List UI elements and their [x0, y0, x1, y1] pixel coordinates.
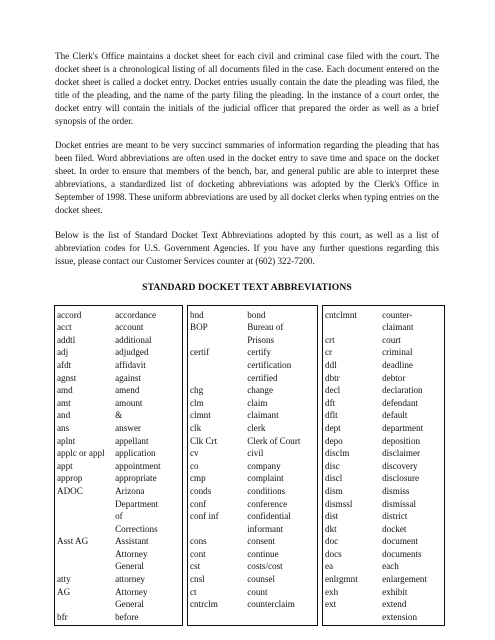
table-title: STANDARD DOCKET TEXT ABBREVIATIONS: [142, 281, 352, 293]
abbr-meaning: document: [382, 536, 419, 547]
abbr-code: decl: [325, 385, 341, 396]
abbr-code: docs: [325, 548, 342, 559]
abbr-meaning: [247, 611, 317, 624]
abbr-row: [57, 560, 182, 573]
abbr-row: [325, 586, 444, 599]
document-page: [55, 50, 439, 626]
abbr-code: [190, 611, 247, 624]
abbr-meaning: counter-: [382, 309, 413, 320]
abbr-code: dbtr: [325, 372, 340, 383]
abbr-row: [57, 510, 182, 523]
abbr-code: dkt: [325, 523, 337, 534]
abbr-code: [57, 548, 115, 561]
abbr-row: [190, 460, 317, 473]
abbr-code: disc: [325, 460, 340, 471]
abbr-meaning: amend: [115, 385, 140, 396]
abbr-row: [325, 372, 444, 385]
abbr-row: [325, 560, 444, 573]
abbr-row: [57, 472, 182, 485]
abbr-row: [190, 447, 317, 460]
intro-paragraph-1: The Clerk's Office maintains a docket sheet for each civil and criminal case filed with the court. The docket sheet is a chronological listing of all documents filed in the case. Each document entered on the docket sheet is called a docket entry. Docket entries usually contain the date the pleading was filed, the title of the pleading, and the name of the party filing the pleading. In the instance of a court order, the docket entry will contain the initials of the judicial officer that prepared the order as well as a brief synopsis of the order.: [55, 51, 439, 126]
abbr-meaning: clerk: [247, 422, 266, 433]
abbr-meaning: docket: [382, 523, 407, 534]
abbr-code: ADOC: [57, 485, 83, 496]
abbr-column-2: [187, 305, 318, 627]
abbr-meaning: civil: [247, 448, 264, 459]
abbr-row: [190, 485, 317, 498]
abbr-meaning: accordance: [115, 309, 157, 320]
abbr-row: [190, 321, 317, 334]
abbr-meaning: exhibit: [382, 586, 408, 597]
abbr-row: [57, 346, 182, 359]
abbr-meaning: department: [382, 422, 424, 433]
abbr-meaning: Prisons: [247, 334, 275, 345]
abbr-meaning: company: [247, 460, 281, 471]
abbr-row: [57, 498, 182, 511]
abbr-row: [325, 523, 444, 536]
abbr-row: [325, 359, 444, 372]
abbr-meaning: court: [382, 334, 401, 345]
abbr-meaning: declaration: [382, 385, 423, 396]
abbr-meaning: confidential: [247, 511, 291, 522]
abbr-code: cntclmnt: [325, 309, 357, 320]
abbr-meaning: default: [382, 410, 408, 421]
abbr-meaning: conference: [247, 498, 288, 509]
abbr-row: [57, 598, 182, 611]
abbr-code: Asst AG: [57, 536, 89, 547]
abbr-row: [190, 548, 317, 561]
abbr-meaning: complaint: [247, 473, 284, 484]
abbr-row: [190, 435, 317, 448]
abbr-meaning: change: [247, 385, 274, 396]
abbr-code: [57, 560, 115, 573]
abbr-code: clk: [190, 422, 202, 433]
abbr-meaning: dismissal: [382, 498, 417, 509]
abbr-meaning: costs/cost: [247, 561, 283, 572]
abbr-meaning: Clerk of Court: [247, 435, 301, 446]
abbr-code: discl: [325, 473, 343, 484]
abbr-meaning: affidavit: [115, 359, 146, 370]
abbr-code: dism: [325, 485, 343, 496]
abbr-row: [57, 359, 182, 372]
abbr-code: addtl: [57, 334, 76, 345]
abbr-row: [190, 573, 317, 586]
abbr-row: [325, 435, 444, 448]
intro-paragraph-2: Docket entries are meant to be very succinct summaries of information regarding the pleading that has been filed. Word abbreviations are often used in the docket entry to save time and space on the docket sheet. In order to ensure that members of the bench, bar, and general public are able to interpret these abbreviations, a standardized list of docketing abbreviations was adopted by the Clerk's Office in September of 1998. These uniform abbreviations are used by all docket clerks when typing entries on the docket sheet.: [55, 140, 439, 215]
abbr-row: [190, 598, 317, 611]
abbr-code: BOP: [190, 322, 208, 333]
abbr-meaning: Department: [115, 498, 159, 509]
abbr-meaning: disclosure: [382, 473, 420, 484]
abbr-code: ext: [325, 599, 337, 610]
abbr-code: [57, 598, 115, 611]
abbr-code: ans: [57, 422, 70, 433]
abbr-meaning: extension: [382, 611, 418, 622]
abbr-row: [325, 334, 444, 347]
abbr-meaning: certification: [247, 359, 292, 370]
abbr-meaning: discovery: [382, 460, 418, 471]
abbr-meaning: count: [247, 586, 268, 597]
abbr-row: [325, 485, 444, 498]
abbr-code: [190, 523, 247, 536]
abbr-code: ea: [325, 561, 334, 572]
abbr-code: aplnt: [57, 435, 76, 446]
abbr-meaning: extend: [382, 599, 407, 610]
abbr-code: crt: [325, 334, 335, 345]
abbr-row: [190, 346, 317, 359]
abbr-meaning: General: [115, 599, 144, 610]
abbr-code: dft: [325, 397, 336, 408]
abbr-meaning: counsel: [247, 574, 276, 585]
abbr-meaning: disclaimer: [382, 448, 421, 459]
abbr-row: [190, 523, 317, 536]
abbr-code: acct: [57, 322, 72, 333]
abbr-code: disclm: [325, 448, 350, 459]
abbr-code: [325, 611, 382, 624]
abbr-code: cv: [190, 448, 199, 459]
abbr-code: doc: [325, 536, 339, 547]
abbr-row: [325, 409, 444, 422]
abbr-meaning: appointment: [115, 460, 161, 471]
abbr-meaning: Arizona: [115, 485, 145, 496]
abbr-row: [325, 321, 444, 334]
abbreviations-table: [54, 305, 445, 627]
abbr-code: [57, 523, 115, 536]
abbr-meaning: answer: [115, 422, 141, 433]
abbr-row: [325, 510, 444, 523]
abbr-meaning: appropriate: [115, 473, 157, 484]
abbr-row: [190, 535, 317, 548]
abbr-meaning: claimant: [247, 410, 279, 421]
abbr-row: [325, 397, 444, 410]
abbr-row: [57, 334, 182, 347]
abbr-code: [190, 334, 247, 347]
abbr-row: [325, 535, 444, 548]
abbr-code: dflt: [325, 410, 338, 421]
abbr-row: [325, 498, 444, 511]
abbr-code: exh: [325, 586, 339, 597]
abbr-meaning: attorney: [115, 574, 145, 585]
abbr-meaning: certified: [247, 372, 278, 383]
abbr-meaning: adjudged: [115, 347, 149, 358]
abbr-meaning: continue: [247, 548, 279, 559]
abbr-code: cr: [325, 347, 333, 358]
abbr-code: [325, 321, 382, 334]
abbr-meaning: debtor: [382, 372, 406, 383]
abbr-row: [57, 460, 182, 473]
abbr-meaning: district: [382, 511, 408, 522]
abbr-code: [57, 510, 115, 523]
abbr-code: conf inf: [190, 511, 219, 522]
abbr-row: [57, 548, 182, 561]
abbr-code: chg: [190, 385, 204, 396]
abbr-row: [190, 498, 317, 511]
abbr-row: [325, 598, 444, 611]
abbr-row: [325, 472, 444, 485]
abbr-code: dismssl: [325, 498, 353, 509]
abbr-code: adj: [57, 347, 69, 358]
abbr-row: [57, 309, 182, 322]
abbr-code: amd: [57, 385, 73, 396]
abbr-meaning: deadline: [382, 359, 413, 370]
abbr-code: dist: [325, 511, 339, 522]
abbr-meaning: against: [115, 372, 141, 383]
abbr-meaning: dismiss: [382, 485, 410, 496]
abbr-row: [57, 397, 182, 410]
abbr-meaning: Assistant: [115, 536, 149, 547]
abbr-meaning: counterclaim: [247, 599, 295, 610]
abbr-row: [325, 384, 444, 397]
abbr-meaning: of: [115, 511, 123, 522]
abbr-code: [190, 359, 247, 372]
abbr-row: [57, 611, 182, 624]
abbr-code: afdt: [57, 359, 72, 370]
abbr-meaning: each: [382, 561, 399, 572]
abbr-row: [190, 510, 317, 523]
abbr-row: [57, 535, 182, 548]
abbr-meaning: claim: [247, 397, 268, 408]
abbr-row: [57, 485, 182, 498]
abbr-row: [190, 422, 317, 435]
abbr-meaning: defendant: [382, 397, 419, 408]
abbr-meaning: Attorney: [115, 586, 148, 597]
abbr-row: [190, 359, 317, 372]
abbr-code: cst: [190, 561, 201, 572]
abbr-code: cmp: [190, 473, 206, 484]
abbr-code: agnst: [57, 372, 77, 383]
intro-paragraph-3: Below is the list of Standard Docket Text Abbreviations adopted by this court, as well as a list of abbreviation codes for U.S. Government Agencies. If you have any further questions regarding this issue, please contact our Customer Services counter at (602) 322-7200.: [55, 229, 439, 266]
abbr-row: [57, 372, 182, 385]
abbr-code: bfr: [57, 611, 68, 622]
abbr-code: clmnt: [190, 410, 211, 421]
abbr-column-3: [322, 305, 445, 627]
abbr-meaning: General: [115, 561, 144, 572]
abbr-code: cnsl: [190, 574, 205, 585]
abbr-row: [325, 611, 444, 624]
abbr-row: [57, 447, 182, 460]
abbr-code: accord: [57, 309, 82, 320]
abbr-meaning: enlargement: [382, 574, 428, 585]
abbr-code: conds: [190, 485, 212, 496]
abbr-meaning: documents: [382, 548, 422, 559]
abbr-row: [325, 460, 444, 473]
abbr-row: [57, 409, 182, 422]
abbr-code: Clk Crt: [190, 435, 218, 446]
abbr-code: amt: [57, 397, 71, 408]
abbr-code: ddl: [325, 359, 337, 370]
abbr-code: applc or appl: [57, 448, 105, 459]
abbr-meaning: appellant: [115, 435, 149, 446]
abbr-meaning: before: [115, 611, 139, 622]
abbr-meaning: amount: [115, 397, 143, 408]
abbr-meaning: Attorney: [115, 548, 148, 559]
abbr-code: AG: [57, 586, 71, 597]
abbr-row: [325, 422, 444, 435]
abbr-meaning: application: [115, 448, 156, 459]
abbr-row: [190, 334, 317, 347]
abbr-row: [325, 447, 444, 460]
abbr-meaning: additional: [115, 334, 152, 345]
abbr-row: [57, 422, 182, 435]
abbr-meaning: deposition: [382, 435, 421, 446]
abbr-code: bnd: [190, 309, 204, 320]
abbr-meaning: account: [115, 322, 144, 333]
abbr-code: certif: [190, 347, 210, 358]
abbr-code: approp: [57, 473, 83, 484]
abbr-code: co: [190, 460, 199, 471]
abbr-row: [190, 560, 317, 573]
abbr-row: [190, 611, 317, 624]
abbr-row: [190, 384, 317, 397]
abbr-row: [190, 397, 317, 410]
abbr-row: [57, 384, 182, 397]
abbr-meaning: Bureau of: [247, 322, 284, 333]
abbr-meaning: consent: [247, 536, 276, 547]
abbr-code: conf: [190, 498, 207, 509]
abbr-row: [325, 346, 444, 359]
abbr-meaning: certify: [247, 347, 272, 358]
abbr-row: [57, 586, 182, 599]
abbr-code: cntrclm: [190, 599, 218, 610]
abbr-code: cons: [190, 536, 207, 547]
abbr-meaning: Corrections: [115, 523, 158, 534]
abbr-code: enlrgmnt: [325, 574, 358, 585]
abbr-row: [190, 586, 317, 599]
abbr-row: [325, 573, 444, 586]
abbr-meaning: conditions: [247, 485, 286, 496]
abbr-row: [190, 409, 317, 422]
abbr-code: [57, 498, 115, 511]
abbr-meaning: bond: [247, 309, 266, 320]
abbr-row: [325, 548, 444, 561]
abbr-row: [57, 573, 182, 586]
abbr-meaning: claimant: [382, 322, 414, 333]
abbr-row: [57, 321, 182, 334]
abbr-code: depo: [325, 435, 343, 446]
abbr-code: appt: [57, 460, 73, 471]
abbr-meaning: informant: [247, 523, 284, 534]
abbr-code: atty: [57, 574, 71, 585]
abbr-column-1: [54, 305, 183, 627]
abbr-code: clm: [190, 397, 204, 408]
abbr-code: [190, 372, 247, 385]
abbr-row: [325, 309, 444, 322]
abbr-meaning: criminal: [382, 347, 413, 358]
abbr-code: and: [57, 410, 71, 421]
abbr-code: ct: [190, 586, 197, 597]
abbr-row: [57, 435, 182, 448]
abbr-code: cont: [190, 548, 206, 559]
abbr-row: [190, 309, 317, 322]
abbr-row: [190, 472, 317, 485]
abbr-row: [190, 372, 317, 385]
abbr-meaning: &: [115, 410, 123, 421]
abbr-code: dept: [325, 422, 341, 433]
abbr-row: [57, 523, 182, 536]
